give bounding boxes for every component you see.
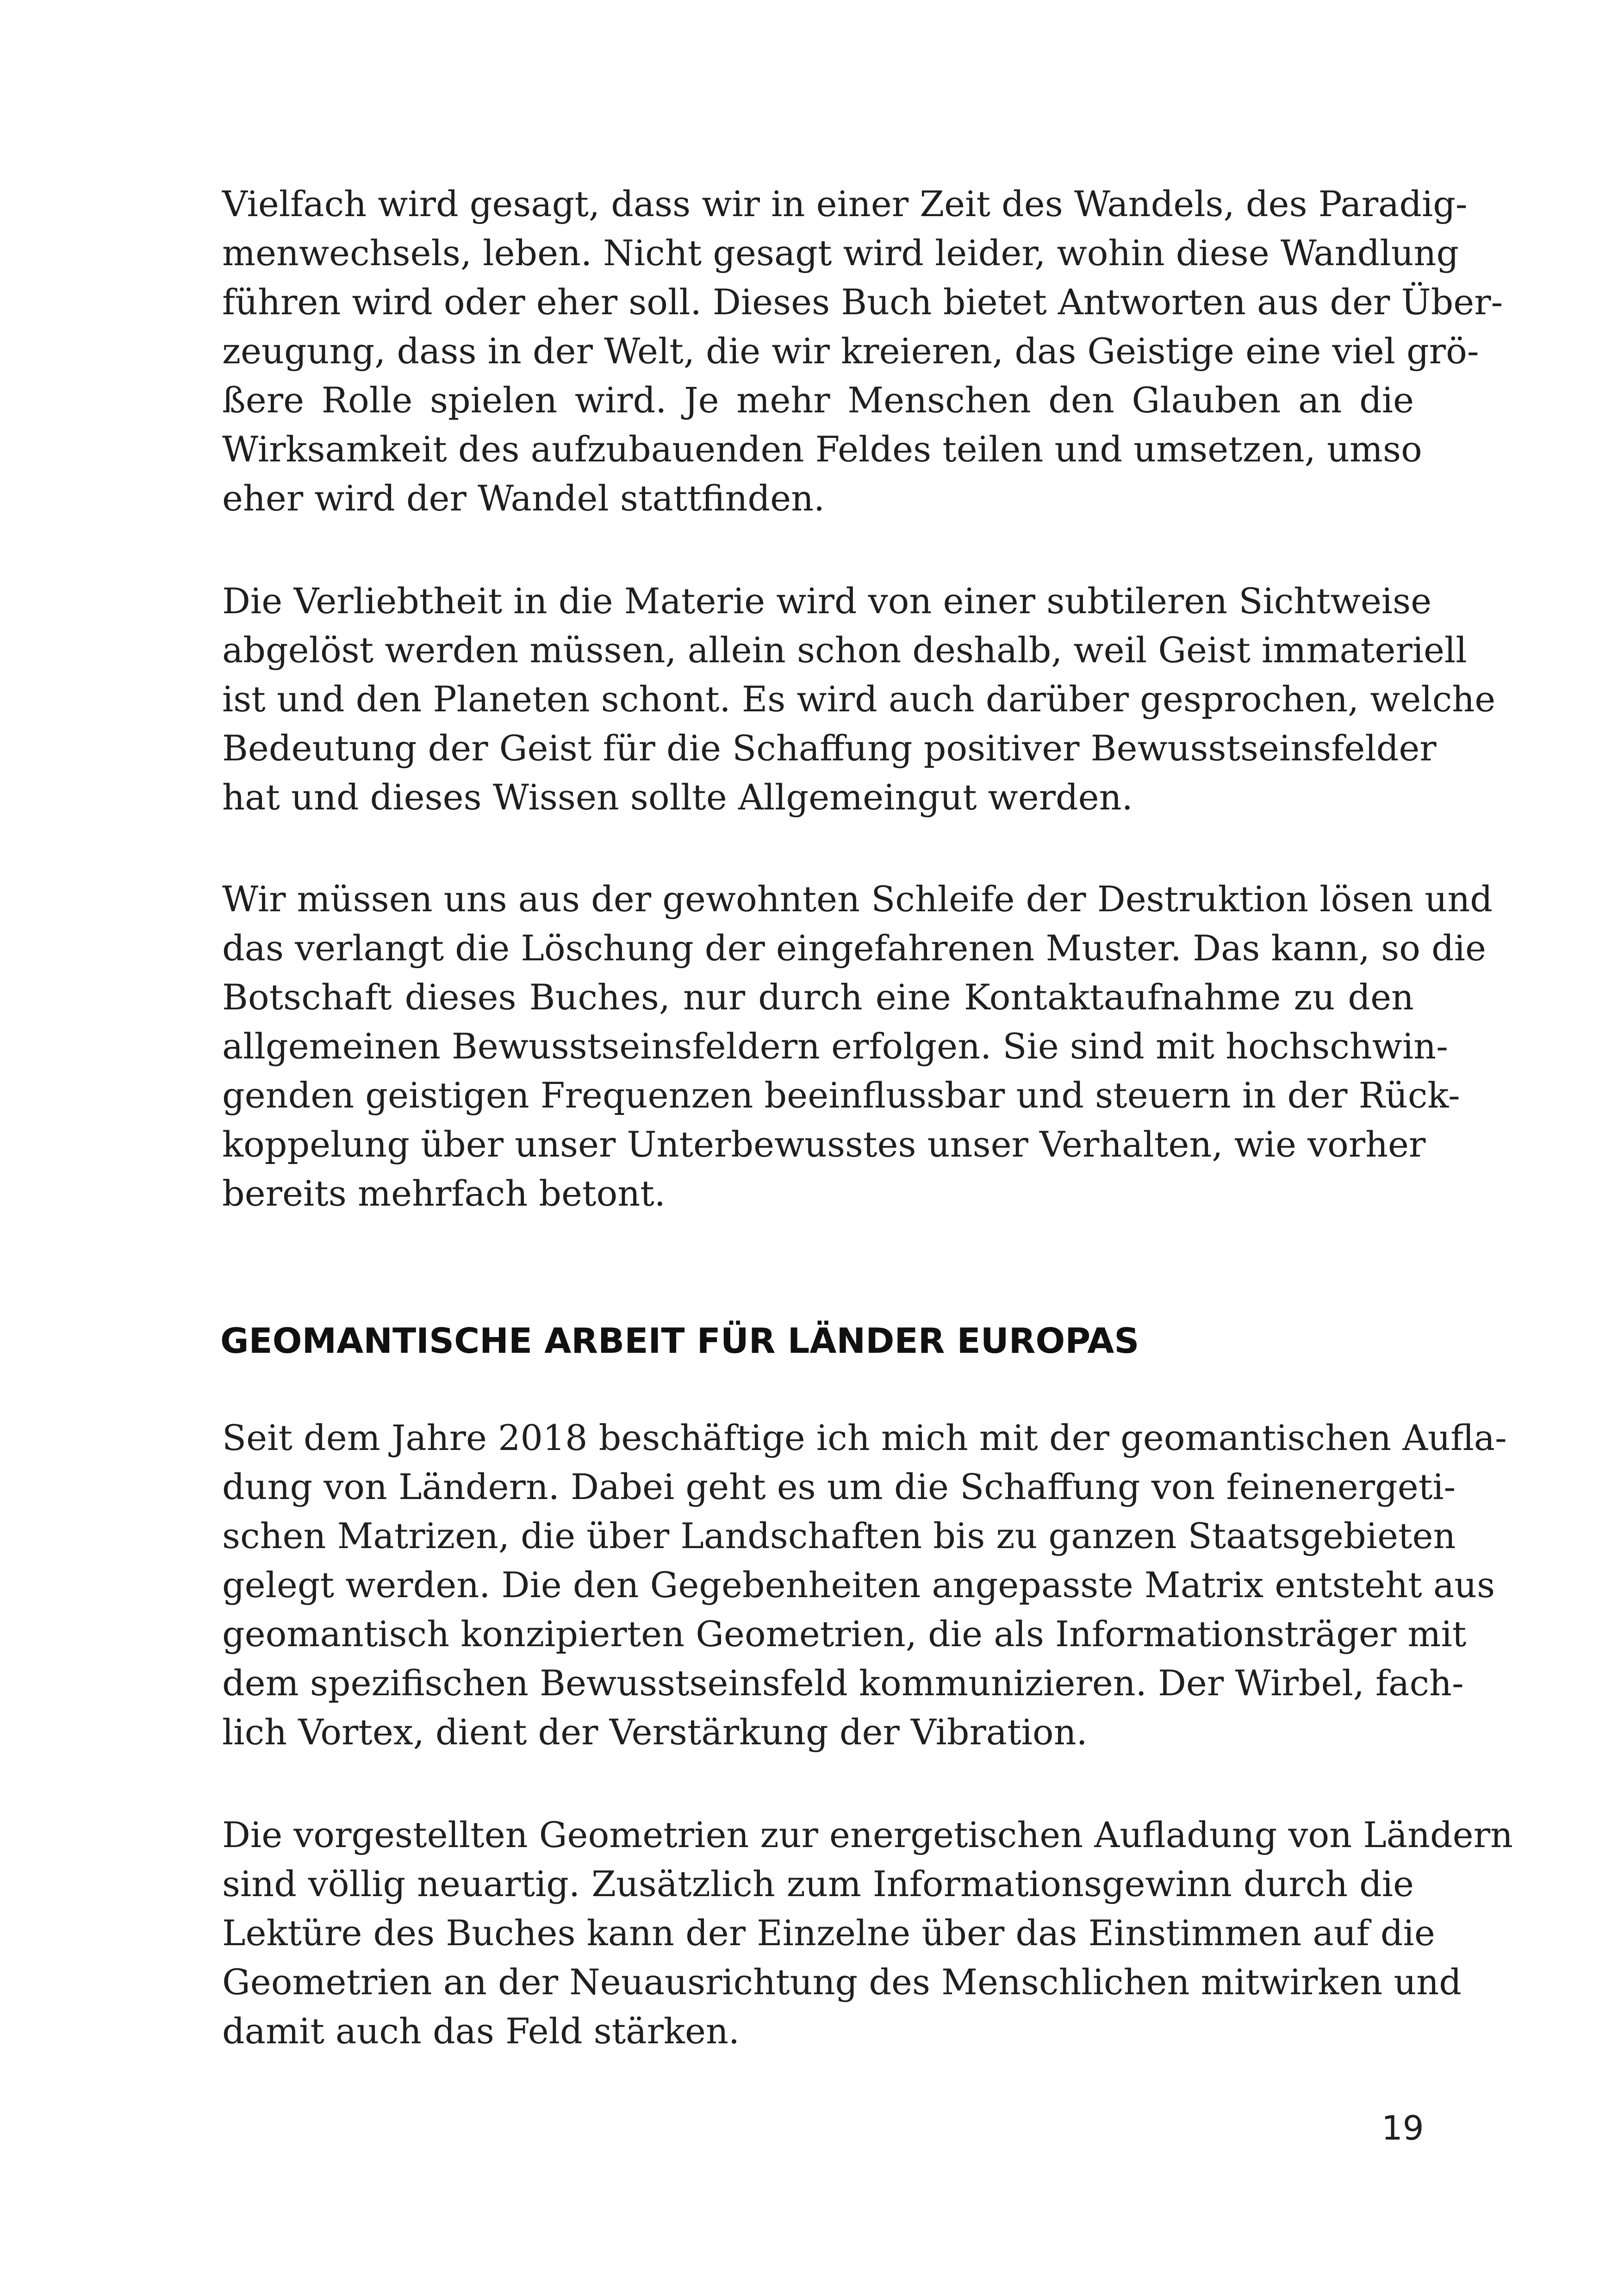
paragraph-line: ist und den Planeten schont. Es wird auch darüber gesprochen, welche	[222, 678, 1496, 720]
paragraph-line: Wir müssen uns aus der gewohnten Schleife der Destruktion lösen und	[222, 878, 1493, 920]
paragraph-line: dem spezifischen Bewusstseinsfeld kommunizieren. Der Wirbel, fach-	[222, 1662, 1464, 1704]
paragraph-line: dung von Ländern. Dabei geht es um die Schaffung von feinenergeti-	[222, 1466, 1456, 1507]
paragraph-line: Die Verliebtheit in die Materie wird von einer subtileren Sichtweise	[222, 580, 1432, 622]
paragraph-1	[222, 180, 1503, 523]
paragraph-line: schen Matrizen, die über Landschaften bis zu ganzen Staatsgebieten	[222, 1515, 1456, 1556]
paragraph-5	[222, 1811, 1513, 2056]
section-heading: GEOMANTISCHE ARBEIT FÜR LÄNDER EUROPAS	[220, 1320, 1139, 1361]
paragraph-line: zeugung, dass in der Welt, die wir kreieren, das Geistige eine viel grö-	[222, 330, 1479, 372]
paragraph-line: genden geistigen Frequenzen beeinflussbar und steuern in der Rück-	[222, 1075, 1460, 1116]
paragraph-line: damit auch das Feld stärken.	[222, 2010, 740, 2052]
paragraph-line: hat und dieses Wissen sollte Allgemeingut werden.	[222, 777, 1133, 818]
paragraph-line: führen wird oder eher soll. Dieses Buch bietet Antworten aus der Über-	[222, 281, 1503, 323]
paragraph-line: ßere Rolle spielen wird. Je mehr Menschen den Glauben an die	[222, 380, 1414, 421]
paragraph-line: Vielfach wird gesagt, dass wir in einer Zeit des Wandels, des Paradig-	[222, 183, 1468, 224]
paragraph-line: koppelung über unser Unterbewusstes unser Verhalten, wie vorher	[222, 1124, 1426, 1165]
paragraph-line: allgemeinen Bewusstseinsfeldern erfolgen. Sie sind mit hochschwin-	[222, 1026, 1448, 1067]
paragraph-line: Geometrien an der Neuausrichtung des Menschlichen mitwirken und	[222, 1961, 1462, 2003]
paragraph-line: eher wird der Wandel stattfinden.	[222, 478, 825, 519]
paragraph-line: Seit dem Jahre 2018 beschäftige ich mich mit der geomantischen Aufla-	[222, 1417, 1507, 1458]
paragraph-line: Bedeutung der Geist für die Schaffung positiver Bewusstseinsfelder	[222, 728, 1437, 769]
paragraph-line: geomantisch konzipierten Geometrien, die als Informationsträger mit	[222, 1613, 1467, 1655]
paragraph-line: Botschaft dieses Buches, nur durch eine Kontaktaufnahme zu den	[222, 977, 1414, 1018]
page-number: 19	[1382, 2109, 1424, 2147]
paragraph-line: das verlangt die Löschung der eingefahrenen Muster. Das kann, so die	[222, 927, 1486, 969]
paragraph-line: lich Vortex, dient der Verstärkung der Vibration.	[222, 1711, 1088, 1753]
paragraph-line: sind völlig neuartig. Zusätzlich zum Informationsgewinn durch die	[222, 1863, 1414, 1904]
paragraph-line: gelegt werden. Die den Gegebenheiten angepasste Matrix entsteht aus	[222, 1564, 1495, 1605]
paragraph-3	[222, 875, 1493, 1218]
paragraph-line: abgelöst werden müssen, allein schon deshalb, weil Geist immateriell	[222, 629, 1467, 671]
paragraph-line: bereits mehrfach betont.	[222, 1173, 666, 1214]
paragraph-line: Lektüre des Buches kann der Einzelne über das Einstimmen auf die	[222, 1912, 1435, 1954]
paragraph-line: menwechsels, leben. Nicht gesagt wird leider, wohin diese Wandlung	[222, 232, 1459, 274]
paragraph-line: Die vorgestellten Geometrien zur energetischen Aufladung von Ländern	[222, 1814, 1513, 1855]
paragraph-line: Wirksamkeit des aufzubauenden Feldes teilen und umsetzen, umso	[222, 429, 1422, 470]
paragraph-2	[222, 577, 1496, 822]
paragraph-4	[222, 1413, 1507, 1757]
